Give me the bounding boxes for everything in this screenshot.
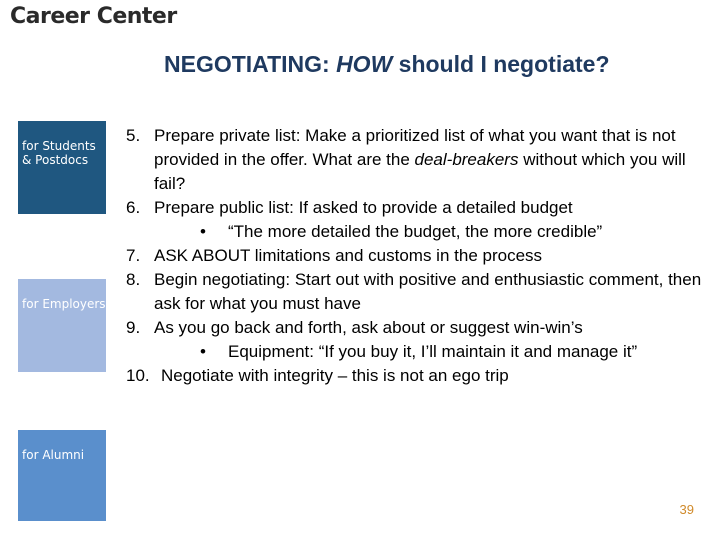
alumni-label: for Alumni: [22, 448, 85, 462]
title-suffix: should I negotiate?: [392, 51, 610, 77]
list-item: [126, 196, 706, 220]
item-number: 5.: [126, 126, 141, 145]
item-number: 8.: [126, 270, 141, 289]
item-text: As you go back and forth, ask about or suggest win-win’s: [154, 318, 583, 337]
item-text: Negotiate with integrity – this is not an ego trip: [161, 366, 509, 385]
item-text: Prepare public list: If asked to provide a detailed budget: [154, 198, 573, 217]
list-item: [126, 268, 706, 316]
alumni-panel[interactable]: [18, 430, 106, 521]
item-number: 9.: [126, 318, 141, 337]
list-item: [126, 244, 706, 268]
item-number: 7.: [126, 246, 141, 265]
title-italic: HOW: [336, 51, 393, 77]
list-item: [126, 124, 706, 196]
bullet-text: Equipment: “If you buy it, I’ll maintain it and manage it”: [228, 342, 638, 361]
item-number: 6.: [126, 198, 141, 217]
slide-title: [164, 51, 664, 78]
employers-panel[interactable]: [18, 279, 106, 372]
item-text-emphasis: deal-breakers: [414, 150, 519, 169]
item-number: 10.: [126, 366, 150, 385]
bullet-icon: •: [200, 342, 206, 361]
bullet-text: “The more detailed the budget, the more credible”: [228, 222, 603, 241]
item-text-part: Prepare private list: Make a prioritized list of what you want that is not provided in the offer. What are the: [154, 126, 676, 169]
list-item: [126, 316, 706, 340]
item-text-part: without which you will fail?: [154, 150, 686, 193]
sub-bullet: [126, 340, 706, 364]
page-number: 39: [679, 502, 694, 517]
bullet-icon: •: [200, 222, 206, 241]
item-text: ASK ABOUT limitations and customs in the process: [154, 246, 543, 265]
students-postdocs-panel[interactable]: [18, 121, 106, 214]
item-text: [154, 124, 706, 196]
title-prefix: NEGOTIATING:: [164, 51, 337, 77]
item-text: Begin negotiating: Start out with positive and enthusiastic comment, then ask for what you must have: [154, 270, 702, 313]
students-postdocs-label: for Students & Postdocs: [22, 139, 96, 167]
slide-body: [126, 124, 706, 388]
list-item: [126, 364, 706, 388]
sub-bullet: [126, 220, 706, 244]
career-center-logo: Career Center: [10, 4, 177, 29]
employers-label: for Employers: [22, 297, 106, 311]
